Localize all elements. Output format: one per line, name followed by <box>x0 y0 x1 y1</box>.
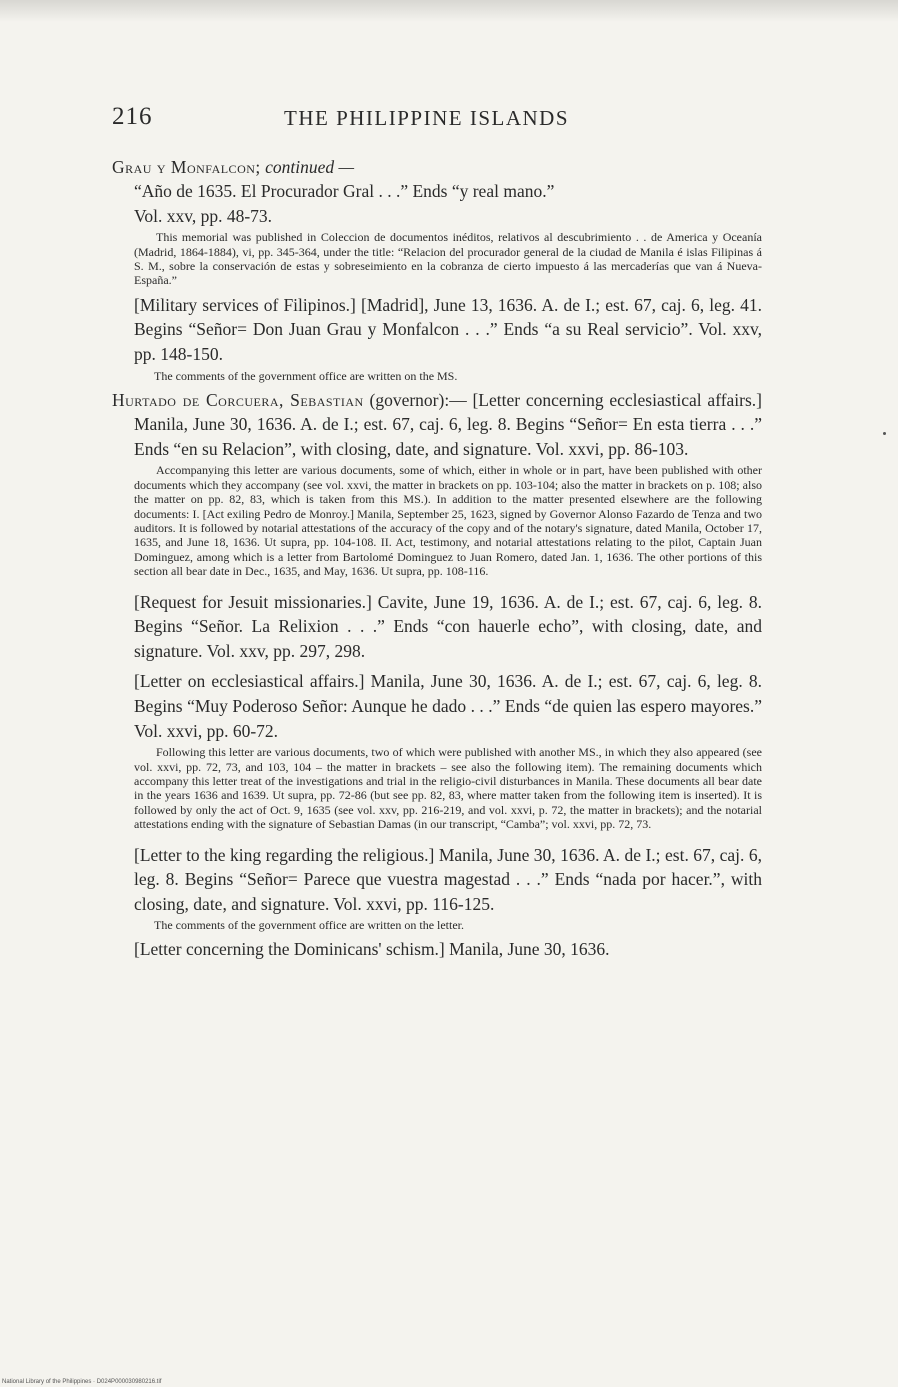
dominicans-schism-entry: [Letter concerning the Dominicans' schism.] Manila, June 30, 1636. <box>134 939 610 960</box>
hurtado-intro: (governor):— [Letter concerning ecclesiastical affairs.] Manila, June 30, 1636. A. de I.; est. 67, caj. 6, leg. 8. Begins “Señor= En esta tierra . . .” Ends “en su Relacion”, with closing, date, and signature. Vol. xxvi, pp. 86-103. <box>134 389 762 459</box>
letter-to-king-note: The comments of the government office are written on the letter. <box>154 918 465 933</box>
grau-line-2: Vol. xxv, pp. 48-73. <box>134 205 273 226</box>
grau-note: This memorial was published in Coleccion de documentos inéditos, relativos al descubrimiento . . de America y Oceanía (Madrid, 1864-1884), vi, pp. 345-364, under the title: “Relacion del procurador general de la ciudad de Manila é islas Filipinas á S. M., sobre la conservación de estas y sobreseimiento en la cobranza de cierto impuesto á las mercaderías que van á Nueva-España.” <box>134 230 762 288</box>
running-head: THE PHILIPPINE ISLANDS <box>284 106 569 130</box>
page-body <box>112 156 762 962</box>
entry-heading-hurtado <box>112 388 762 462</box>
page-number: 216 <box>112 103 153 130</box>
author-name: Hurtado de Corcuera, Sebastian <box>112 389 364 410</box>
hurtado-note-2: Following this letter are various documents, two of which were published with another MS., in which they also appeared (see vol. xxvi, pp. 72, 73, and 103, 104 – the matter in brackets – see also the following item). The remaining documents which accompany this letter treat of the investigations and trial in the religio-civil disturbances in Manila. These documents all bear date in the years 1636 and 1639. Ut supra, pp. 72-86 (but see pp. 82, 83, where matter taken from the following item is inserted). It is followed by only the act of Oct. 9, 1635 (see vol. xxv, pp. 216-219, and vol. xxvi, p. 72, the matter in brackets); and the notarial attestations ending with the signature of Sebastian Damas (in our transcript, “Camba”; vol. xxvi, pp. 72, 73. <box>134 745 762 832</box>
letter-to-king-entry: [Letter to the king regarding the religious.] Manila, June 30, 1636. A. de I.; est. 67, caj. 6, leg. 8. Begins “Señor= Parece que vuestra magestad . . .” Ends “nada por hacer.”, with closing, date, and signature. Vol. xxvi, pp. 116-125. <box>134 844 762 914</box>
military-services-note: The comments of the government office are written on the MS. <box>154 368 458 383</box>
request-jesuit-entry: [Request for Jesuit missionaries.] Cavite, June 19, 1636. A. de I.; est. 67, caj. 6, leg. 8. Begins “Señor. La Relixion . . .” Ends “con hauerle echo”, with closing, date, and signature. Vol. xxv, pp. 297, 298. <box>134 591 762 661</box>
grau-line-1: “Año de 1635. El Procurador Gral . . .” Ends “y real mano.” <box>134 181 555 201</box>
scan-footer-tag: National Library of the Philippines · D024P000030980216.tif <box>2 1379 162 1385</box>
scan-top-shadow <box>0 0 898 22</box>
scan-speck <box>883 432 886 435</box>
continued-label: continued — <box>265 157 355 177</box>
ecclesiastical-letter-entry: [Letter on ecclesiastical affairs.] Manila, June 30, 1636. A. de I.; est. 67, caj. 6, leg. 8. Begins “Muy Poderoso Señor: Aunque he dado . . .” Ends “de quien las espero mayores.” Vol. xxvi, pp. 60-72. <box>134 671 762 741</box>
military-services-entry: [Military services of Filipinos.] [Madrid], June 13, 1636. A. de I.; est. 67, caj. 6, leg. 41. Begins “Señor= Don Juan Grau y Monfalcon . . .” Ends “a su Real servicio”. Vol. xxv, pp. 148-150. <box>134 294 762 364</box>
hurtado-note-1: Accompanying this letter are various documents, some of which, either in whole or in part, have been published with other documents which they accompany (see vol. xxvi, the matter in brackets on pp. 103-104; also the matter in brackets on p. 108; also the matter on pp. 82, 83, which is taken from this MS.). In addition to the matter presented elsewhere are the following documents: I. [Act exiling Pedro de Monroy.] Manila, September 25, 1623, signed by Governor Alonso Fazardo de Tenza and two auditors. It is followed by notarial attestations of the accuracy of the copy and of the notary's signature, dated Manila, October 17, 1635, and June 18, 1636. Ut supra, pp. 104-108. II. Act, testimony, and notarial attestations relating to the pilot, Captain Juan Dominguez, among which is a letter from Bartolomé Dominguez to Juan Romero, dated Jan. 1, 1636. The other portions of this section all bear date in Dec., 1635, and May, 1636. Ut supra, pp. 108-116. <box>134 463 762 579</box>
page-header <box>112 103 762 137</box>
entry-heading-grau <box>112 156 762 179</box>
author-name: Grau y Monfalcon; <box>112 157 261 177</box>
